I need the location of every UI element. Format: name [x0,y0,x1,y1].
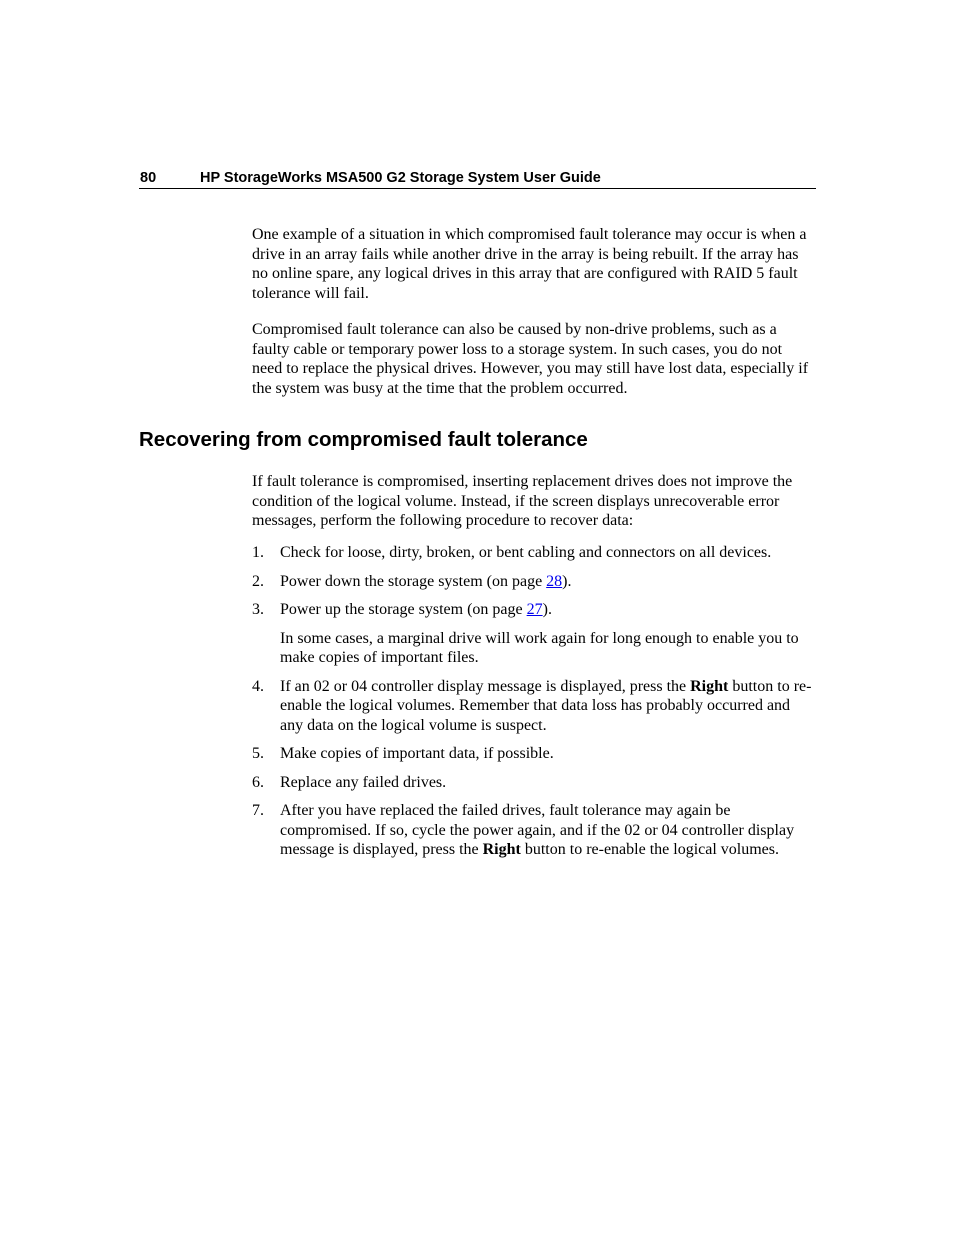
procedure-steps [252,543,814,869]
paragraph-example [252,225,814,303]
step-number: 3. [252,601,264,618]
paragraph-text: One example of a situation in which compromised fault tolerance may occur is when a drive in an array fails while another drive in the array is being rebuilt. If the array has no online spare, any logical drives in this array that are configured with RAID 5 fault tolerance will fail. [252,226,807,302]
page-link-28[interactable]: 28 [546,572,563,590]
step-text: If an 02 or 04 controller display message is displayed, press the Right button to re-enable the logical volumes. Remember that data loss has probably occurred and any data on the logical volume is suspect. [280,677,812,734]
right-button-label: Right [482,841,521,858]
step-1 [252,543,814,563]
step-number: 5. [252,745,264,762]
step-7 [252,801,814,860]
step-5 [252,744,814,764]
page-header [139,168,816,189]
step-number: 2. [252,572,264,590]
step-text: Replace any failed drives. [280,773,447,791]
step-number: 7. [252,802,264,819]
paragraph-non-drive-problems [252,320,814,398]
step-number: 4. [252,677,264,695]
step-number: 6. [252,773,264,791]
step-3 [252,600,814,668]
step-text: After you have replaced the failed drives, fault tolerance may again be compromised. If so, cycle the power again, and if the 02 or 04 controller display message is displayed, press the Right button to re-enable the logical volumes. [280,802,795,858]
page-link-27[interactable]: 27 [526,601,543,618]
step-text: Power up the storage system (on page 27). [280,601,552,618]
page-number: 80 [140,170,157,186]
step-text: Power down the storage system (on page 28). [280,572,572,590]
step-text: Make copies of important data, if possible. [280,745,554,762]
step-number: 1. [252,544,264,561]
intro-text: If fault tolerance is compromised, inserting replacement drives does not improve the condition of the logical volume. Instead, if the screen displays unrecoverable error messages, perform the following procedure to recover data: [252,473,793,529]
step-4 [252,677,814,736]
step-text: Check for loose, dirty, broken, or bent cabling and connectors on all devices. [280,544,772,561]
paragraph-text: Compromised fault tolerance can also be caused by non-drive problems, such as a faulty cable or temporary power loss to a storage system. In such cases, you do not need to replace the physical drives. However, you may still have lost data, especially if the system was busy at the time that the problem occurred. [252,321,809,397]
step-note: In some cases, a marginal drive will work again for long enough to enable you to make copies of important files. [280,629,799,666]
section-intro [252,472,814,531]
step-2 [252,572,814,592]
section-heading: Recovering from compromised fault tolerance [139,428,588,451]
right-button-label: Right [690,677,729,695]
document-title: HP StorageWorks MSA500 G2 Storage System User Guide [200,170,601,186]
step-6 [252,773,814,793]
